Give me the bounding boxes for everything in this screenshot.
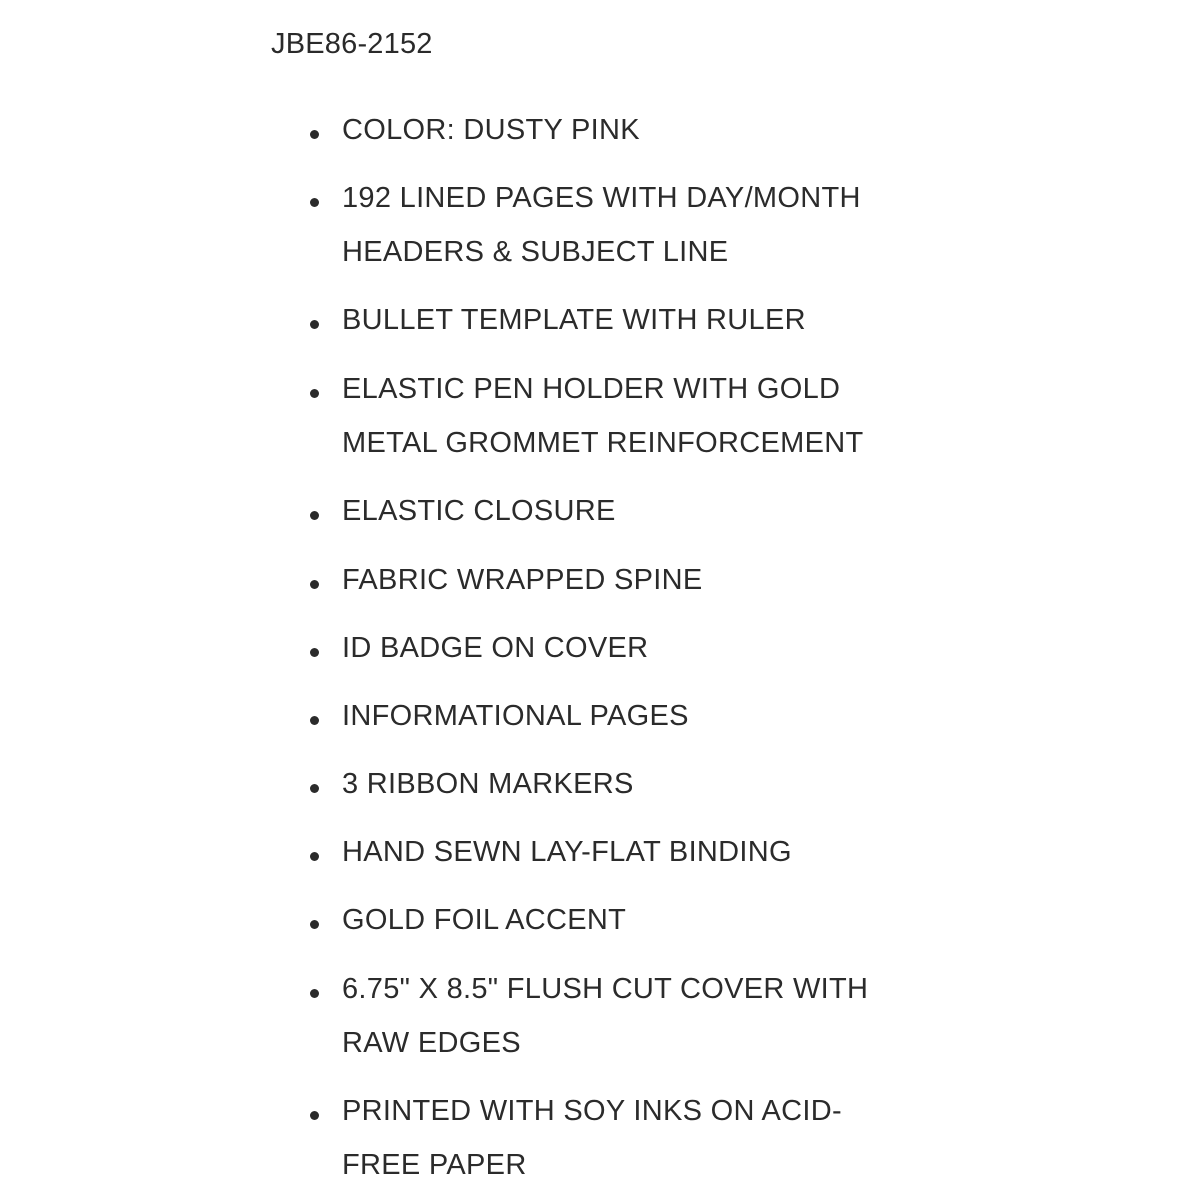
feature-text: ELASTIC PEN HOLDER WITH GOLD METAL GROMMET REINFORCEMENT <box>342 373 864 459</box>
bullet-icon <box>306 103 342 157</box>
bullet-icon <box>306 757 342 811</box>
bullet-icon <box>306 893 342 947</box>
list-item <box>306 689 906 743</box>
bullet-icon <box>306 362 342 416</box>
feature-text: BULLET TEMPLATE WITH RULER <box>342 304 806 336</box>
list-item <box>306 171 906 279</box>
bullet-icon <box>306 825 342 879</box>
list-item <box>306 825 906 879</box>
bullet-icon <box>306 689 342 743</box>
list-item <box>306 103 906 157</box>
feature-text: GOLD FOIL ACCENT <box>342 904 627 936</box>
feature-text: ID BADGE ON COVER <box>342 632 649 664</box>
feature-text: ELASTIC CLOSURE <box>342 495 616 527</box>
list-item <box>306 1084 906 1192</box>
feature-text: 192 LINED PAGES WITH DAY/MONTH HEADERS & SUBJECT LINE <box>342 182 861 268</box>
bullet-icon <box>306 1084 342 1138</box>
feature-text: HAND SEWN LAY-FLAT BINDING <box>342 836 792 868</box>
feature-text: INFORMATIONAL PAGES <box>342 700 689 732</box>
bullet-icon <box>306 962 342 1016</box>
bullet-icon <box>306 553 342 607</box>
list-item <box>306 362 906 470</box>
list-item <box>306 621 906 675</box>
bullet-icon <box>306 171 342 225</box>
list-item <box>306 293 906 347</box>
list-item <box>306 757 906 811</box>
product-sku: JBE86-2152 <box>271 28 433 60</box>
feature-text: COLOR: DUSTY PINK <box>342 114 640 146</box>
list-item <box>306 553 906 607</box>
list-item <box>306 484 906 538</box>
feature-text: PRINTED WITH SOY INKS ON ACID-FREE PAPER <box>342 1095 842 1181</box>
feature-text: 6.75" X 8.5" FLUSH CUT COVER WITH RAW EDGES <box>342 973 869 1059</box>
bullet-icon <box>306 293 342 347</box>
bullet-icon <box>306 621 342 675</box>
list-item <box>306 962 906 1070</box>
list-item <box>306 893 906 947</box>
feature-text: FABRIC WRAPPED SPINE <box>342 564 703 596</box>
feature-text: 3 RIBBON MARKERS <box>342 768 634 800</box>
bullet-icon <box>306 484 342 538</box>
